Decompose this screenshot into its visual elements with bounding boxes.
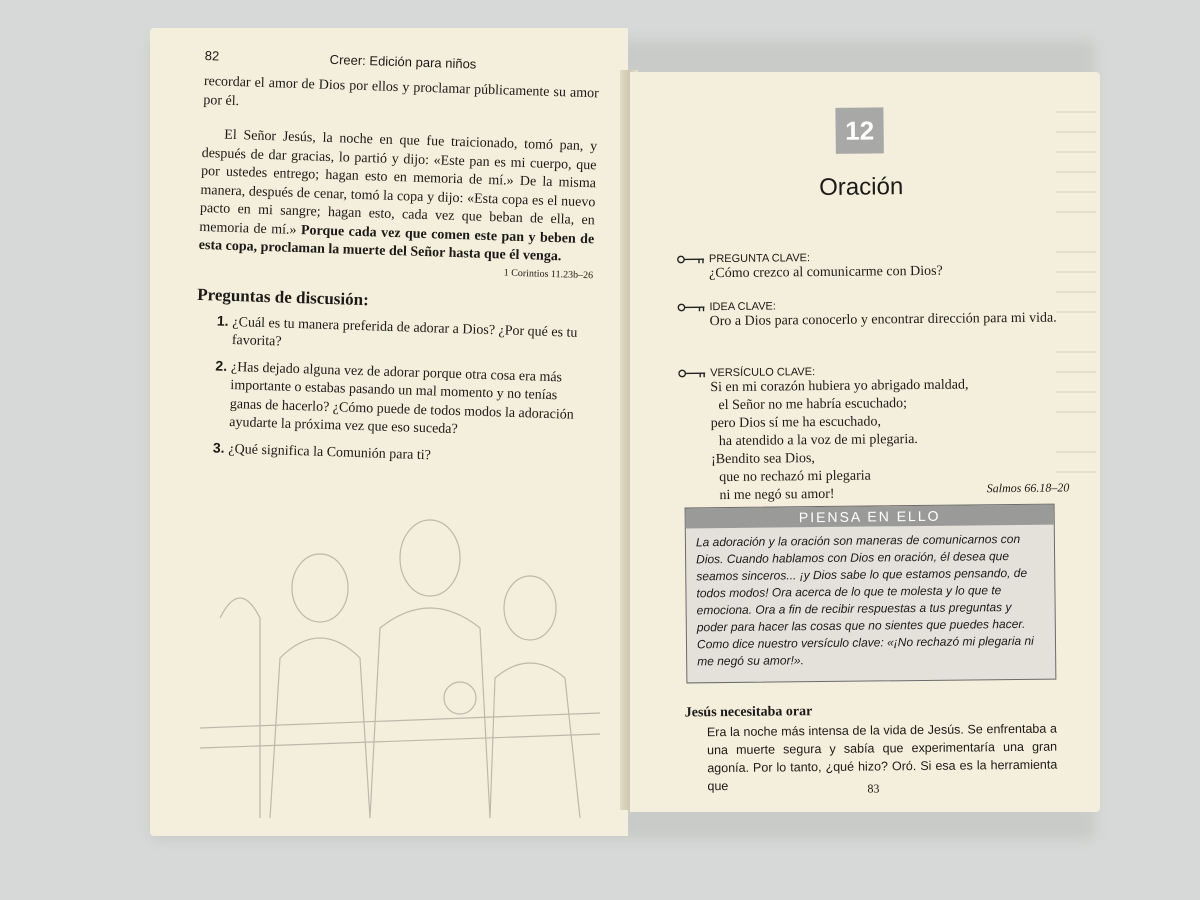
key-question-text: ¿Cómo crezco al comunicarme con Dios? [709, 263, 943, 282]
key-icon [677, 302, 705, 312]
right-page-number: 83 [867, 781, 880, 796]
key-question-block [677, 249, 1067, 283]
key-idea-text: Oro a Dios para conocerlo y encontrar dirección para mi vida. [709, 310, 1057, 330]
left-page-number: 82 [204, 48, 220, 64]
key-icon [677, 254, 705, 264]
verse-line: ¡Bendito sea Dios, [710, 451, 815, 468]
running-head: Creer: Edición para niños [329, 51, 477, 72]
verse-line: que no rechazó mi plegaria [719, 468, 871, 486]
question-item: 1. ¿Cuál es tu manera preferida de adorar a Dios? ¿Por qué es tu favorita? [232, 312, 592, 362]
subsection-body: Era la noche más intensa de la vida de Jesús. Se enfrentaba a una muerte segura y sabía que experimentaría una gran agonía. Por lo tanto, ¿qué hizo? Oró. Si esa es la herramienta que [706, 721, 1058, 794]
key-idea-block [677, 297, 1067, 331]
scripture-reference: 1 Corintios 11.23b–26 [503, 266, 594, 281]
left-page-content [192, 48, 600, 476]
think-about-it-box [685, 504, 1057, 684]
subsection-title: Jesús necesitaba orar [684, 704, 813, 721]
key-question-label: PREGUNTA CLAVE: [708, 252, 811, 266]
right-page-content [630, 72, 1100, 812]
verse-line: pero Dios sí me ha escuchado, [710, 414, 882, 432]
verse-line: ni me negó su amor! [719, 486, 835, 504]
scripture-quote-text: El Señor Jesús, la noche en que fue traicionado, tomó pan, y después de dar gracias, lo partió y dijo: «Este pan es mi cuerpo, que por ustedes entrego; hagan esto en memoria de mí.» De la misma manera, después de cenar, tomó la copa y dijo: «Esta copa es el nuevo pacto en mi sangre; hagan esto, cada vez que beban de ella, en memoria de mí.» [199, 127, 598, 238]
verse-line: Si en mi corazón hubiera yo abrigado maldad, [710, 377, 969, 396]
question-item: 3. ¿Qué significa la Comunión para ti? [228, 438, 587, 470]
key-icon [678, 368, 706, 378]
left-running-header [205, 48, 600, 75]
key-idea-label: IDEA CLAVE: [709, 300, 776, 314]
scripture-quote-bold: Porque cada vez que comen este pan y beben de esta copa, proclaman la muerte del Señor hasta que él venga. [198, 222, 595, 265]
verse-line: ha atendido a la voz de mi plegaria. [718, 432, 918, 450]
continued-paragraph: recordar el amor de Dios por ellos y proclamar públicamente su amor por él. [203, 73, 599, 109]
key-verse-reference: Salmos 66.18–20 [986, 480, 1070, 496]
right-page [630, 72, 1100, 812]
discussion-title: Preguntas de discusión: [196, 284, 370, 309]
scripture-quote [198, 126, 597, 268]
chapter-number-badge: 12 [835, 107, 883, 154]
left-page [150, 28, 628, 836]
key-verse-label: VERSÍCULO CLAVE: [710, 366, 816, 380]
question-item: 2. ¿Has dejado alguna vez de adorar porque otra cosa era más importante o estabas pasando un mal momento y no tenías ganas de hacerlo? ¿Cómo puede de todos modos la adoración ayudarte la próxima vez que eso suceda? [229, 356, 590, 443]
discussion-questions [192, 310, 591, 470]
think-about-it-title: PIENSA EN ELLO [686, 505, 1054, 529]
verse-line: el Señor no me habría escuchado; [718, 396, 908, 414]
last-supper-illustration [200, 498, 600, 818]
chapter-title: Oración [819, 173, 904, 202]
key-verse-block [678, 363, 1070, 504]
think-about-it-text: La adoración y la oración son maneras de comunicarnos con Dios. Cuando hablamos con Dios en oración, él desea que seamos sinceros... ¡y Dios sabe lo que estamos pensando, de todos modos! Ora acerca de lo que te molesta y lo que te emociona. Ora a fin de recibir respuestas a tus preguntas y poder para hacer las cosas que no sientes que puedes hacer. Como dice nuestro versículo clave: «¡No rechazó mi plegaria ni me negó su amor!». [695, 531, 1034, 669]
